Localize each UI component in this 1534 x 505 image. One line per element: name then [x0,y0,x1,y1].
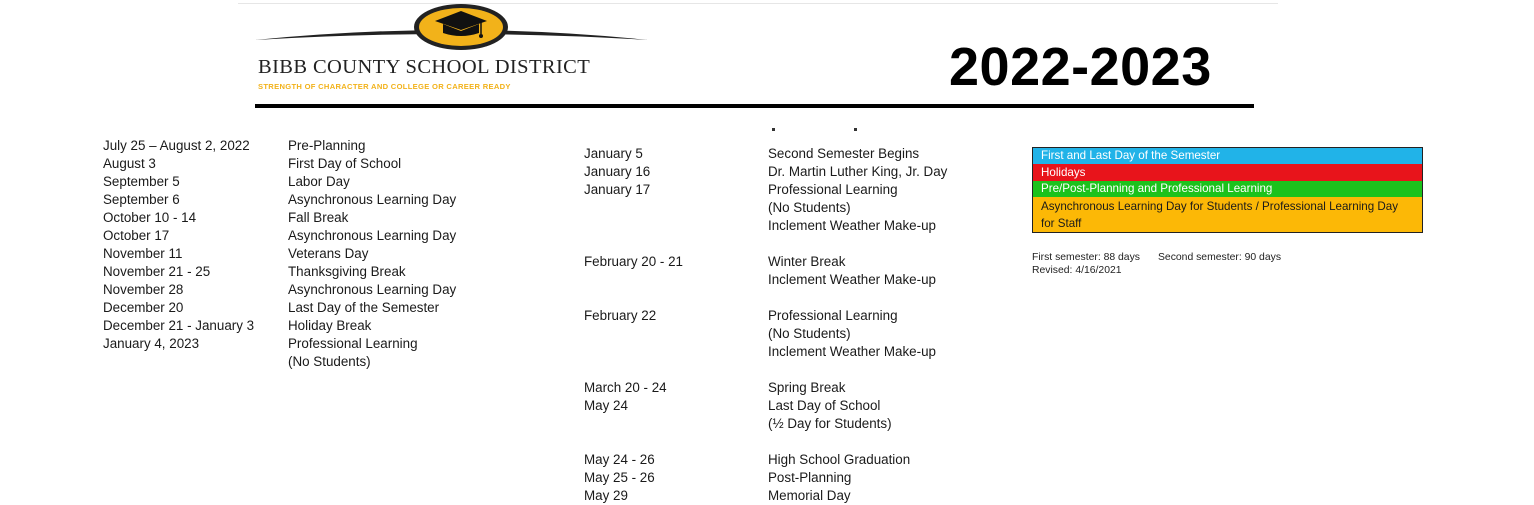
color-legend [1032,147,1423,233]
event-name: (No Students) [288,354,371,369]
event-name: Holiday Break [288,318,372,333]
event-date: November 11 [103,246,183,261]
legend-semester-days: First and Last Day of the Semester [1033,148,1422,164]
semester-stats [1032,251,1281,277]
event-name: Thanksgiving Break [288,264,406,279]
event-name: Inclement Weather Make-up [768,344,936,359]
event-name: (No Students) [768,200,851,215]
event-name: Post-Planning [768,470,852,485]
event-date: May 29 [584,488,628,503]
event-name: Last Day of the Semester [288,300,440,315]
event-date: October 17 [103,228,170,243]
event-date: October 10 - 14 [103,210,197,225]
event-name: Dr. Martin Luther King, Jr. Day [768,164,948,179]
event-date: November 28 [103,282,184,297]
event-name: Winter Break [768,254,846,269]
event-name: High School Graduation [768,452,911,467]
event-date: January 5 [584,146,643,161]
legend-holidays: Holidays [1033,164,1422,181]
event-date: December 20 [103,300,184,315]
event-date: November 21 - 25 [103,264,211,279]
event-name: First Day of School [288,156,402,171]
event-date: January 17 [584,182,651,197]
event-name: Spring Break [768,380,846,395]
event-name: Inclement Weather Make-up [768,272,936,287]
header-divider [255,104,1254,108]
event-date: August 3 [103,156,156,171]
event-name: (½ Day for Students) [768,416,892,431]
event-name: Labor Day [288,174,350,189]
truncated-text-fragment [770,128,860,134]
revised-date: Revised: 4/16/2021 [1032,265,1122,276]
event-date: May 24 - 26 [584,452,655,467]
event-name: Asynchronous Learning Day [288,282,457,297]
event-name: Asynchronous Learning Day [288,192,457,207]
event-name: Last Day of School [768,398,881,413]
event-name: (No Students) [768,326,851,341]
event-date: July 25 – August 2, 2022 [103,138,250,153]
event-name: Inclement Weather Make-up [768,218,936,233]
event-name: Professional Learning [288,336,418,351]
event-date: December 21 - January 3 [103,318,255,333]
event-name: Professional Learning [768,308,898,323]
event-date: September 6 [103,192,180,207]
legend-planning: Pre/Post-Planning and Professional Learning [1033,181,1422,197]
event-date: January 16 [584,164,651,179]
event-name: Pre-Planning [288,138,366,153]
event-date: May 24 [584,398,628,413]
event-date: January 4, 2023 [103,336,200,351]
event-name: Veterans Day [288,246,369,261]
event-date: February 22 [584,308,657,323]
district-tagline: STRENGTH OF CHARACTER AND COLLEGE OR CAREER READY [258,82,511,91]
event-name: Professional Learning [768,182,898,197]
district-name: BIBB COUNTY SCHOOL DISTRICT [258,56,591,78]
school-year-title: 2022-2023 [949,37,1212,97]
second-semester-days: Second semester: 90 days [1157,252,1282,263]
district-logo [255,2,650,94]
event-date: March 20 - 24 [584,380,667,395]
event-date: September 5 [103,174,180,189]
graduation-cap-emblem-icon [255,2,650,62]
event-name: Memorial Day [768,488,851,503]
event-name: Second Semester Begins [768,146,920,161]
event-date: May 25 - 26 [584,470,655,485]
event-name: Fall Break [288,210,349,225]
first-semester-days: First semester: 88 days [1032,252,1140,263]
legend-async-learning: Asynchronous Learning Day for Students / Professional Learning Day for Staff [1033,197,1422,232]
event-date: February 20 - 21 [584,254,683,269]
event-name: Asynchronous Learning Day [288,228,457,243]
